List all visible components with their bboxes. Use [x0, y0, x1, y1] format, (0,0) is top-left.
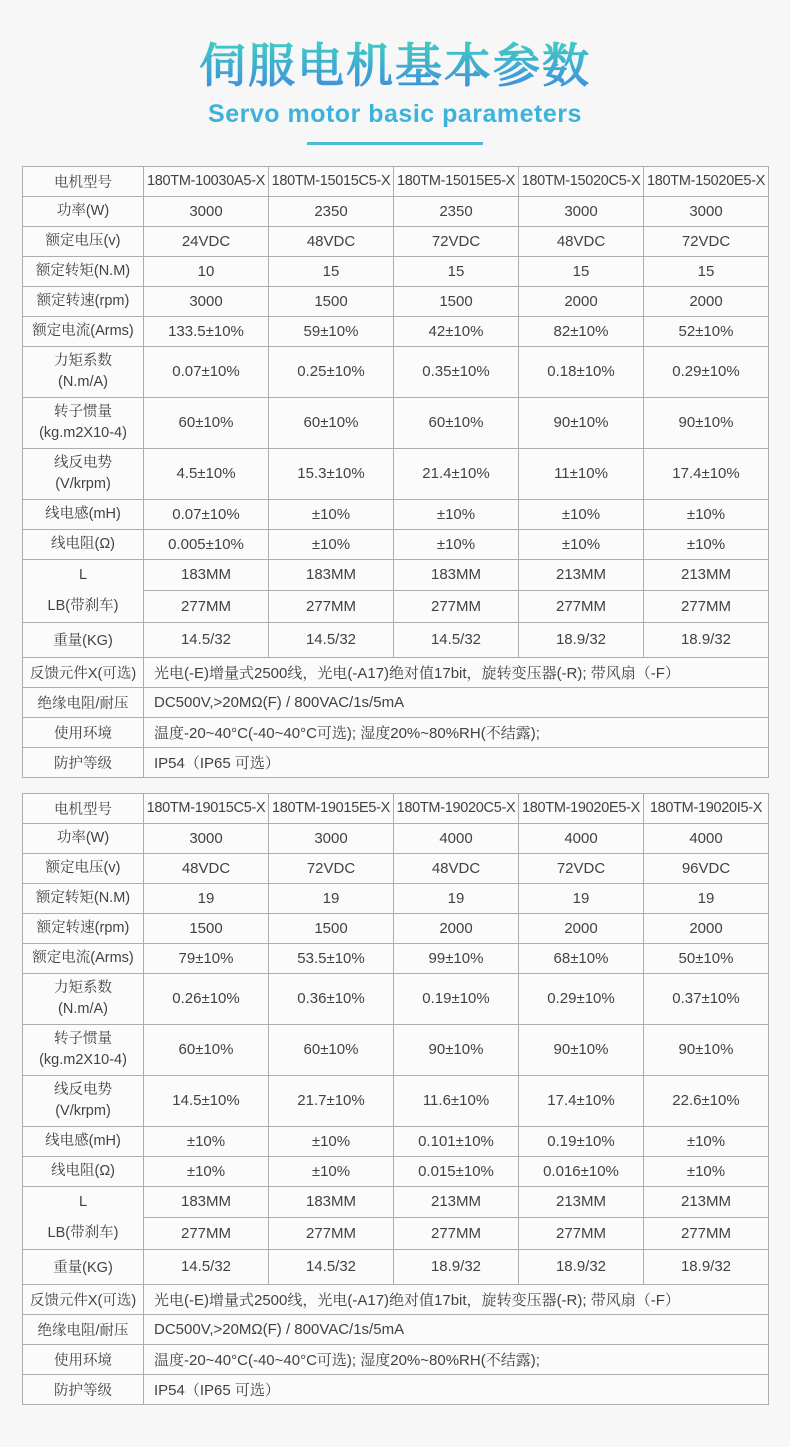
row-label: [23, 256, 144, 286]
row-label-line: (V/krpm): [55, 1102, 111, 1119]
value-cell: 0.29±10%: [519, 973, 644, 1024]
value-cell: 1500: [269, 913, 394, 943]
title-underline: [307, 142, 483, 145]
row-label-line: (kg.m2X10-4): [39, 1051, 127, 1068]
page-title: 伺服电机基本参数: [199, 39, 591, 92]
info-row: [23, 1314, 769, 1344]
value-cell: ±10%: [644, 1156, 769, 1186]
info-row: [23, 1344, 769, 1374]
length-row-l: [23, 559, 769, 591]
row-label-line: (V/krpm): [55, 475, 111, 492]
row-label: [23, 286, 144, 316]
info-value: IP54（IP65 可选）: [144, 1374, 769, 1404]
value-cell: 11±10%: [519, 448, 644, 499]
value-cell: 4000: [394, 823, 519, 853]
spec-row: [23, 943, 769, 973]
info-value: 光电(-E)增量式2500线，光电(-A17)绝对值17bit，旋转变压器(-R); 带风扇（-F）: [144, 1284, 769, 1314]
row-label: [23, 883, 144, 913]
value-cell: 2000: [644, 286, 769, 316]
row-label-line: (N.m/A): [58, 373, 108, 390]
value-cell: 3000: [144, 286, 269, 316]
row-label: 重量(KG): [23, 622, 144, 657]
value-cell: 72VDC: [519, 853, 644, 883]
spec-row: [23, 226, 769, 256]
row-label-line: 力矩系数: [54, 980, 112, 997]
info-value: IP54（IP65 可选）: [144, 747, 769, 777]
value-cell: ±10%: [144, 1126, 269, 1156]
row-label-line: 线电感(mH): [45, 505, 121, 522]
row-label: [23, 943, 144, 973]
value-cell: 0.101±10%: [394, 1126, 519, 1156]
info-value: 温度-20~40°C(-40~40°C可选); 湿度20%~80%RH(不结露);: [144, 717, 769, 747]
value-cell: 18.9/32: [519, 1249, 644, 1284]
value-cell: 14.5±10%: [144, 1075, 269, 1126]
value-cell: 21.7±10%: [269, 1075, 394, 1126]
value-cell: 18.9/32: [644, 1249, 769, 1284]
info-row: [23, 657, 769, 687]
row-label-line: 额定电流(Arms): [32, 949, 134, 966]
value-cell: 24VDC: [144, 226, 269, 256]
value-cell: 2000: [519, 286, 644, 316]
spec-row: [23, 1075, 769, 1126]
row-label-line: 功率(W): [56, 829, 110, 846]
value-cell: 183MM: [144, 559, 269, 591]
row-label-line: 额定电压(v): [45, 232, 121, 249]
model-cell: 180TM-15015E5-X: [394, 166, 519, 196]
row-label-line: 力矩系数: [54, 353, 112, 370]
value-cell: 18.9/32: [394, 1249, 519, 1284]
row-label-line: 转子惯量: [54, 1031, 112, 1048]
row-label-line: 额定转速(rpm): [36, 919, 130, 936]
row-label: 绝缘电阻/耐压: [23, 687, 144, 717]
value-cell: 60±10%: [269, 397, 394, 448]
value-cell: 15.3±10%: [269, 448, 394, 499]
row-label: [23, 316, 144, 346]
model-cell: 180TM-19015C5-X: [144, 793, 269, 823]
model-cell: 180TM-19015E5-X: [269, 793, 394, 823]
value-cell: 0.37±10%: [644, 973, 769, 1024]
value-cell: 1500: [394, 286, 519, 316]
value-cell: 90±10%: [394, 1024, 519, 1075]
value-cell: 0.19±10%: [394, 973, 519, 1024]
value-cell: 10: [144, 256, 269, 286]
value-cell: 90±10%: [644, 397, 769, 448]
row-label: 使用环境: [23, 1344, 144, 1374]
value-cell: 4.5±10%: [144, 448, 269, 499]
value-cell: 213MM: [644, 1186, 769, 1218]
value-cell: 0.005±10%: [144, 529, 269, 559]
row-label-line: 线反电势: [54, 455, 112, 472]
info-row: [23, 717, 769, 747]
model-cell: 180TM-15020C5-X: [519, 166, 644, 196]
spec-row: [23, 448, 769, 499]
value-cell: 72VDC: [394, 226, 519, 256]
spec-row: [23, 853, 769, 883]
row-label: [23, 1024, 144, 1075]
model-cell: 180TM-15015C5-X: [269, 166, 394, 196]
value-cell: 11.6±10%: [394, 1075, 519, 1126]
page-header: [0, 0, 790, 145]
value-cell: ±10%: [519, 529, 644, 559]
spec-row: [23, 346, 769, 397]
length-l-label: L: [78, 1193, 88, 1210]
spec-table-1: [22, 166, 769, 778]
value-cell: 68±10%: [519, 943, 644, 973]
info-value: 光电(-E)增量式2500线，光电(-A17)绝对值17bit，旋转变压器(-R); 带风扇（-F）: [144, 657, 769, 687]
row-label: 重量(KG): [23, 1249, 144, 1284]
value-cell: 183MM: [394, 559, 519, 591]
row-label-line: 额定转矩(N.M): [35, 262, 131, 279]
row-label: [23, 397, 144, 448]
row-label: [23, 1075, 144, 1126]
value-cell: 213MM: [519, 1186, 644, 1218]
spec-row: [23, 1156, 769, 1186]
value-cell: 277MM: [144, 1218, 269, 1250]
spec-table-2: [22, 793, 769, 1405]
value-cell: 0.29±10%: [644, 346, 769, 397]
value-cell: 3000: [144, 196, 269, 226]
spec-row: [23, 529, 769, 559]
value-cell: ±10%: [394, 529, 519, 559]
value-cell: 277MM: [144, 591, 269, 623]
value-cell: 15: [394, 256, 519, 286]
value-cell: 90±10%: [519, 397, 644, 448]
value-cell: 19: [644, 883, 769, 913]
row-label: [23, 913, 144, 943]
value-cell: 0.18±10%: [519, 346, 644, 397]
value-cell: ±10%: [269, 529, 394, 559]
value-cell: 2000: [644, 913, 769, 943]
value-cell: 277MM: [269, 1218, 394, 1250]
value-cell: 60±10%: [144, 397, 269, 448]
value-cell: 19: [519, 883, 644, 913]
value-cell: 15: [644, 256, 769, 286]
spec-row: [23, 913, 769, 943]
value-cell: 18.9/32: [644, 622, 769, 657]
model-row: [23, 793, 769, 823]
spec-row: [23, 316, 769, 346]
value-cell: ±10%: [519, 499, 644, 529]
row-label: [23, 499, 144, 529]
value-cell: 3000: [519, 196, 644, 226]
value-cell: ±10%: [394, 499, 519, 529]
value-cell: 14.5/32: [144, 622, 269, 657]
value-cell: 3000: [269, 823, 394, 853]
model-row: [23, 166, 769, 196]
value-cell: 72VDC: [269, 853, 394, 883]
row-label-line: (kg.m2X10-4): [39, 424, 127, 441]
value-cell: 1500: [269, 286, 394, 316]
weight-row: [23, 1249, 769, 1284]
row-label: [23, 346, 144, 397]
value-cell: 0.36±10%: [269, 973, 394, 1024]
value-cell: 53.5±10%: [269, 943, 394, 973]
model-cell: 180TM-19020I5-X: [644, 793, 769, 823]
value-cell: 277MM: [519, 591, 644, 623]
value-cell: 4000: [644, 823, 769, 853]
row-label-line: 额定转速(rpm): [36, 292, 130, 309]
value-cell: 59±10%: [269, 316, 394, 346]
value-cell: ±10%: [269, 499, 394, 529]
length-row-l: [23, 1186, 769, 1218]
value-cell: 42±10%: [394, 316, 519, 346]
value-cell: 3000: [644, 196, 769, 226]
value-cell: 17.4±10%: [519, 1075, 644, 1126]
value-cell: 133.5±10%: [144, 316, 269, 346]
row-label: [23, 448, 144, 499]
value-cell: 22.6±10%: [644, 1075, 769, 1126]
value-cell: 60±10%: [144, 1024, 269, 1075]
value-cell: 15: [519, 256, 644, 286]
value-cell: 14.5/32: [394, 622, 519, 657]
value-cell: 183MM: [269, 559, 394, 591]
value-cell: 99±10%: [394, 943, 519, 973]
value-cell: 277MM: [644, 591, 769, 623]
row-label: [23, 529, 144, 559]
value-cell: 90±10%: [644, 1024, 769, 1075]
value-cell: 3000: [144, 823, 269, 853]
row-label: 防护等级: [23, 1374, 144, 1404]
value-cell: 15: [269, 256, 394, 286]
row-label: [23, 1156, 144, 1186]
value-cell: 2000: [394, 913, 519, 943]
info-value: DC500V,>20MΩ(F) / 800VAC/1s/5mA: [144, 1314, 769, 1344]
info-value: 温度-20~40°C(-40~40°C可选); 湿度20%~80%RH(不结露);: [144, 1344, 769, 1374]
value-cell: 14.5/32: [269, 622, 394, 657]
value-cell: 52±10%: [644, 316, 769, 346]
row-label: [23, 823, 144, 853]
spec-row: [23, 883, 769, 913]
spec-row: [23, 196, 769, 226]
value-cell: 2000: [519, 913, 644, 943]
model-cell: 180TM-10030A5-X: [144, 166, 269, 196]
value-cell: 277MM: [269, 591, 394, 623]
value-cell: 277MM: [519, 1218, 644, 1250]
row-label: 电机型号: [23, 793, 144, 823]
row-label: 电机型号: [23, 166, 144, 196]
value-cell: ±10%: [269, 1156, 394, 1186]
length-lb-label: LB(带刹车): [47, 597, 119, 614]
row-label-line: 额定转矩(N.M): [35, 889, 131, 906]
value-cell: 0.25±10%: [269, 346, 394, 397]
value-cell: 183MM: [269, 1186, 394, 1218]
value-cell: 213MM: [644, 559, 769, 591]
row-label-line: 线电阻(Ω): [51, 535, 115, 552]
length-label: [23, 1186, 144, 1249]
value-cell: 0.26±10%: [144, 973, 269, 1024]
row-label: 反馈元件X(可选): [23, 1284, 144, 1314]
spec-tables-container: [22, 166, 768, 1405]
row-label-line: 功率(W): [56, 202, 110, 219]
row-label-line: (N.m/A): [58, 1000, 108, 1017]
value-cell: 213MM: [519, 559, 644, 591]
value-cell: 2350: [269, 196, 394, 226]
row-label: 使用环境: [23, 717, 144, 747]
info-row: [23, 747, 769, 777]
row-label: [23, 1126, 144, 1156]
value-cell: 183MM: [144, 1186, 269, 1218]
value-cell: 4000: [519, 823, 644, 853]
value-cell: 19: [144, 883, 269, 913]
row-label: [23, 196, 144, 226]
value-cell: 90±10%: [519, 1024, 644, 1075]
row-label-line: 转子惯量: [54, 404, 112, 421]
value-cell: 277MM: [394, 1218, 519, 1250]
row-label: [23, 226, 144, 256]
value-cell: 72VDC: [644, 226, 769, 256]
model-cell: 180TM-15020E5-X: [644, 166, 769, 196]
value-cell: ±10%: [269, 1126, 394, 1156]
row-label-line: 额定电压(v): [45, 859, 121, 876]
spec-row: [23, 1024, 769, 1075]
page-subtitle: Servo motor basic parameters: [208, 99, 582, 128]
value-cell: 14.5/32: [144, 1249, 269, 1284]
model-cell: 180TM-19020E5-X: [519, 793, 644, 823]
value-cell: 213MM: [394, 1186, 519, 1218]
spec-row: [23, 286, 769, 316]
row-label: 反馈元件X(可选): [23, 657, 144, 687]
spec-row: [23, 1126, 769, 1156]
value-cell: ±10%: [644, 499, 769, 529]
value-cell: 0.015±10%: [394, 1156, 519, 1186]
value-cell: 48VDC: [269, 226, 394, 256]
value-cell: 21.4±10%: [394, 448, 519, 499]
value-cell: 0.016±10%: [519, 1156, 644, 1186]
spec-row: [23, 256, 769, 286]
value-cell: 0.07±10%: [144, 499, 269, 529]
value-cell: 79±10%: [144, 943, 269, 973]
value-cell: 1500: [144, 913, 269, 943]
value-cell: 60±10%: [269, 1024, 394, 1075]
info-row: [23, 687, 769, 717]
row-label: [23, 973, 144, 1024]
length-label: [23, 559, 144, 622]
value-cell: 19: [269, 883, 394, 913]
value-cell: 96VDC: [644, 853, 769, 883]
spec-row: [23, 973, 769, 1024]
spec-row: [23, 397, 769, 448]
info-row: [23, 1284, 769, 1314]
spec-row: [23, 499, 769, 529]
length-l-label: L: [78, 566, 88, 583]
value-cell: 60±10%: [394, 397, 519, 448]
weight-row: [23, 622, 769, 657]
value-cell: 0.19±10%: [519, 1126, 644, 1156]
row-label-line: 线电感(mH): [45, 1132, 121, 1149]
value-cell: 2350: [394, 196, 519, 226]
row-label-line: 额定电流(Arms): [32, 322, 134, 339]
value-cell: 17.4±10%: [644, 448, 769, 499]
spec-row: [23, 823, 769, 853]
value-cell: 18.9/32: [519, 622, 644, 657]
value-cell: 48VDC: [519, 226, 644, 256]
row-label-line: 线反电势: [54, 1082, 112, 1099]
value-cell: 19: [394, 883, 519, 913]
value-cell: 82±10%: [519, 316, 644, 346]
value-cell: ±10%: [644, 529, 769, 559]
value-cell: 277MM: [394, 591, 519, 623]
value-cell: 48VDC: [144, 853, 269, 883]
value-cell: ±10%: [144, 1156, 269, 1186]
row-label: 防护等级: [23, 747, 144, 777]
value-cell: 0.07±10%: [144, 346, 269, 397]
value-cell: 48VDC: [394, 853, 519, 883]
row-label: [23, 853, 144, 883]
value-cell: 0.35±10%: [394, 346, 519, 397]
value-cell: 277MM: [644, 1218, 769, 1250]
value-cell: 50±10%: [644, 943, 769, 973]
model-cell: 180TM-19020C5-X: [394, 793, 519, 823]
value-cell: 14.5/32: [269, 1249, 394, 1284]
length-lb-label: LB(带刹车): [47, 1224, 119, 1241]
row-label: 绝缘电阻/耐压: [23, 1314, 144, 1344]
row-label-line: 线电阻(Ω): [51, 1162, 115, 1179]
info-row: [23, 1374, 769, 1404]
info-value: DC500V,>20MΩ(F) / 800VAC/1s/5mA: [144, 687, 769, 717]
value-cell: ±10%: [644, 1126, 769, 1156]
